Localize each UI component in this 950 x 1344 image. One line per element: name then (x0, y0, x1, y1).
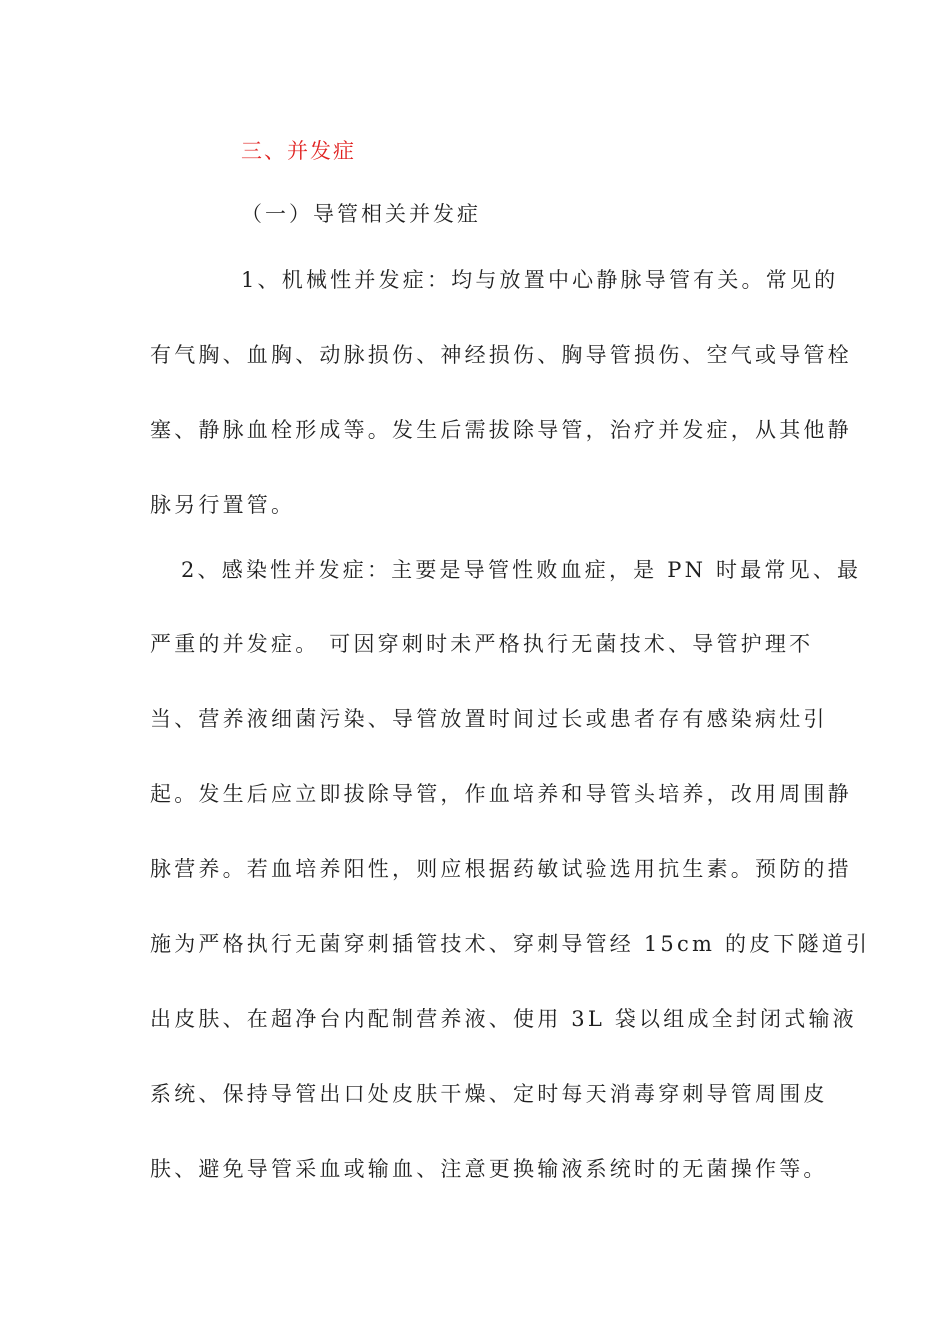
paragraph-line: 脉另行置管。 (150, 493, 296, 517)
paragraph-line: 系统、保持导管出口处皮肤干燥、定时每天消毒穿刺导管周围皮 (150, 1082, 828, 1106)
paragraph-line: 2、感染性并发症：主要是导管性败血症，是 PN 时最常见、最 (181, 558, 862, 582)
paragraph-line: 脉营养。若血培养阳性，则应根据药敏试验选用抗生素。预防的措 (150, 857, 852, 881)
paragraph-line: 施为严格执行无菌穿刺插管技术、穿刺导管经 15cm 的皮下隧道引 (150, 932, 871, 956)
paragraph-line: 1、机械性并发症：均与放置中心静脉导管有关。常见的 (241, 268, 839, 292)
paragraph-line: 出皮肤、在超净台内配制营养液、使用 3L 袋以组成全封闭式输液 (150, 1007, 857, 1031)
section-title: 三、并发症 (241, 139, 356, 163)
paragraph-line: 当、营养液细菌污染、导管放置时间过长或患者存有感染病灶引 (150, 707, 828, 731)
paragraph-line: 肤、避免导管采血或输血、注意更换输液系统时的无菌操作等。 (150, 1157, 828, 1181)
paragraph-line: 严重的并发症。 可因穿刺时未严格执行无菌技术、导管护理不 (150, 632, 814, 656)
paragraph-line: 起。发生后应立即拔除导管，作血培养和导管头培养，改用周围静 (150, 782, 852, 806)
subsection-title: （一）导管相关并发症 (241, 202, 481, 226)
paragraph-line: 有气胸、血胸、动脉损伤、神经损伤、胸导管损伤、空气或导管栓 (150, 343, 852, 367)
paragraph-line: 塞、静脉血栓形成等。发生后需拔除导管，治疗并发症，从其他静 (150, 418, 852, 442)
